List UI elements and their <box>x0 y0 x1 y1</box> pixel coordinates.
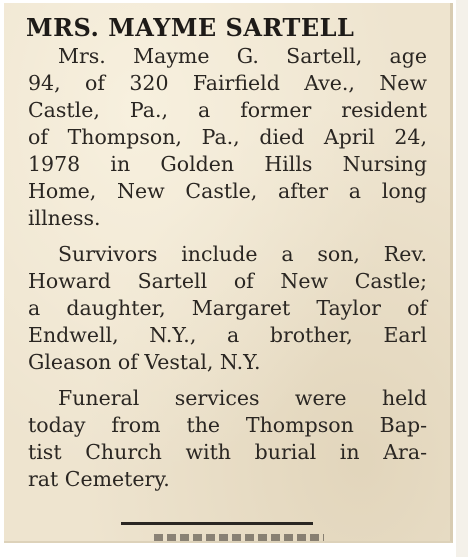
paragraph-3-line-4: rat Cemetery. <box>28 467 170 491</box>
paragraph-1-line-7: illness. <box>28 206 101 230</box>
paragraph-2-line-1: Survivors include a son, Rev. <box>58 242 427 266</box>
cut-off-next-headline <box>154 534 324 543</box>
paragraph-1-line-5: 1978 in Golden Hills Nursing <box>28 152 427 176</box>
paragraph-3-line-1: Funeral services were held <box>58 386 427 410</box>
scan-background-edge <box>456 0 468 557</box>
column-divider-rule <box>121 522 313 525</box>
obituary-headline: MRS. MAYME SARTELL <box>26 13 355 42</box>
paragraph-2-line-3: a daughter, Margaret Taylor of <box>28 296 427 320</box>
paragraph-2-line-4: Endwell, N.Y., a brother, Earl <box>28 323 427 347</box>
paragraph-2-line-2: Howard Sartell of New Castle; <box>28 269 427 293</box>
paragraph-3-line-3: tist Church with burial in Ara- <box>28 440 427 464</box>
paragraph-2-line-5: Gleason of Vestal, N.Y. <box>28 350 261 374</box>
newspaper-clipping <box>4 3 453 543</box>
paragraph-1-line-2: 94, of 320 Fairfield Ave., New <box>28 71 427 95</box>
paragraph-1-line-3: Castle, Pa., a former resident <box>28 98 427 122</box>
paragraph-1-line-6: Home, New Castle, after a long <box>28 179 427 203</box>
paragraph-3-line-2: today from the Thompson Bap- <box>28 413 427 437</box>
cut-off-glyph-fragments <box>154 534 324 543</box>
paragraph-1-line-4: of Thompson, Pa., died April 24, <box>28 125 427 149</box>
paragraph-1-line-1: Mrs. Mayme G. Sartell, age <box>58 44 427 68</box>
